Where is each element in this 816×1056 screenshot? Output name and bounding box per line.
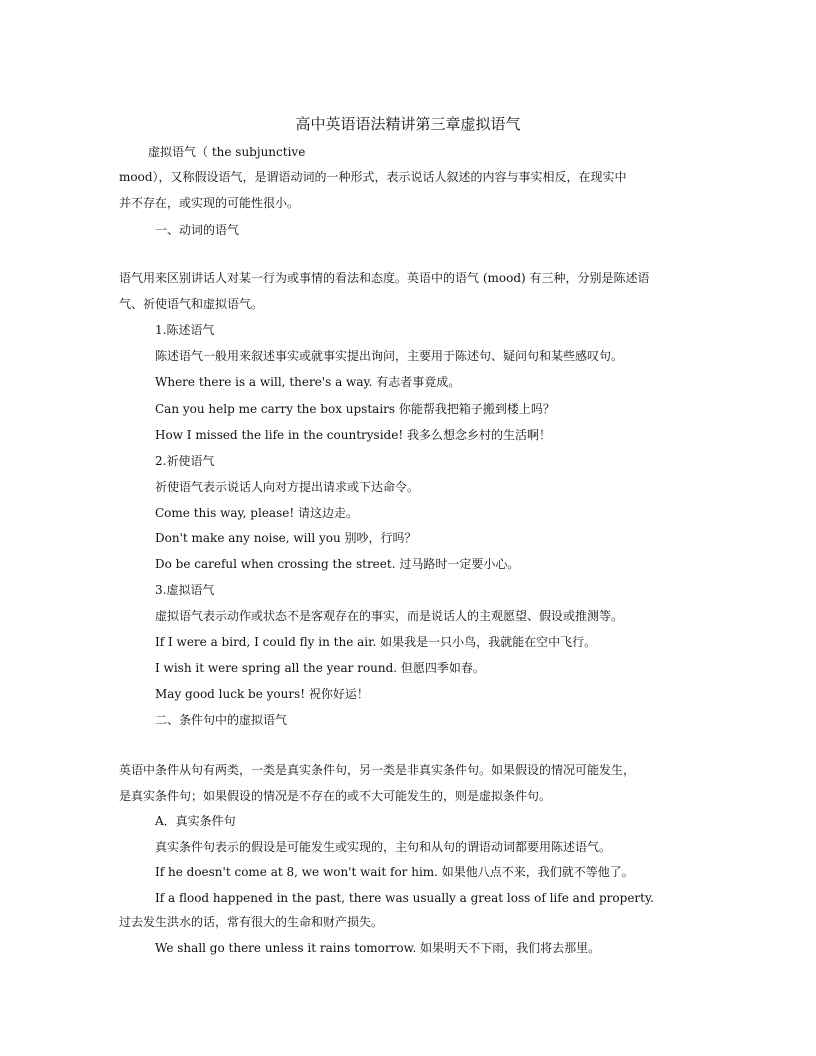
- subsection-heading: 1.陈述语气: [155, 323, 215, 337]
- section-heading: 二、条件句中的虚拟语气: [155, 713, 288, 727]
- example-sentence: Can you help me carry the box upstairs 你能帮我把箱子搬到楼上吗？: [155, 402, 555, 416]
- paragraph-line: 气、祈使语气和虚拟语气。: [119, 297, 264, 311]
- paragraph-line: 是真实条件句；如果假设的情况是不存在的或不大可能发生的，则是虚拟条件句。: [119, 789, 552, 803]
- subsection-heading: A．真实条件句: [155, 814, 236, 828]
- example-sentence: Don't make any noise, will you 别吵，行吗？: [155, 531, 417, 545]
- paragraph-line: 陈述语气一般用来叙述事实或就事实提出询问，主要用于陈述句、疑问句和某些感叹句。: [155, 349, 624, 363]
- example-sentence: We shall go there unless it rains tomorrow. 如果明天不下雨，我们将去那里。: [155, 941, 601, 955]
- paragraph-line: 虚拟语气表示动作或状态不是客观存在的事实，而是说话人的主观愿望、假设或推测等。: [155, 609, 624, 623]
- translation-line: 过去发生洪水的话，常有很大的生命和财产损失。: [119, 915, 384, 929]
- example-sentence: If he doesn't come at 8, we won't wait for him. 如果他八点不来，我们就不等他了。: [155, 865, 634, 879]
- section-heading: 一、动词的语气: [155, 223, 240, 237]
- example-sentence: May good luck be yours! 祝你好运！: [155, 687, 369, 701]
- example-sentence: If I were a bird, I could fly in the air. 如果我是一只小鸟，我就能在空中飞行。: [155, 635, 597, 649]
- example-sentence: Where there is a will, there's a way. 有志者事竟成。: [155, 375, 461, 389]
- example-sentence: Do be careful when crossing the street. 过马路时一定要小心。: [155, 557, 520, 571]
- paragraph-line: 祈使语气表示说话人向对方提出请求或下达命令。: [155, 480, 420, 494]
- subsection-heading: 3.虚拟语气: [155, 583, 215, 597]
- example-sentence: If a flood happened in the past, there was usually a great loss of life and property.: [155, 891, 654, 905]
- paragraph-line: 语气用来区别讲话人对某一行为或事情的看法和态度。英语中的语气 (mood) 有三种，分别是陈述语: [119, 271, 650, 285]
- paragraph-line: 虚拟语气（ the subjunctive: [148, 145, 306, 159]
- example-sentence: How I missed the life in the countryside! 我多么想念乡村的生活啊！: [155, 428, 551, 442]
- example-sentence: Come this way, please! 请这边走。: [155, 506, 358, 520]
- paragraph-line: mood），又称假设语气，是谓语动词的一种形式，表示说话人叙述的内容与事实相反，在现实中: [119, 170, 627, 184]
- example-sentence: I wish it were spring all the year round. 但愿四季如春。: [155, 661, 485, 675]
- document-title: 高中英语语法精讲第三章虚拟语气: [295, 115, 521, 133]
- paragraph-line: 英语中条件从句有两类，一类是真实条件句，另一类是非真实条件句。如果假设的情况可能发生，: [119, 763, 636, 777]
- paragraph-line: 真实条件句表示的假设是可能发生或实现的，主句和从句的谓语动词都要用陈述语气。: [155, 840, 612, 854]
- subsection-heading: 2.祈使语气: [155, 454, 215, 468]
- paragraph-line: 并不存在，或实现的可能性很小。: [119, 196, 300, 210]
